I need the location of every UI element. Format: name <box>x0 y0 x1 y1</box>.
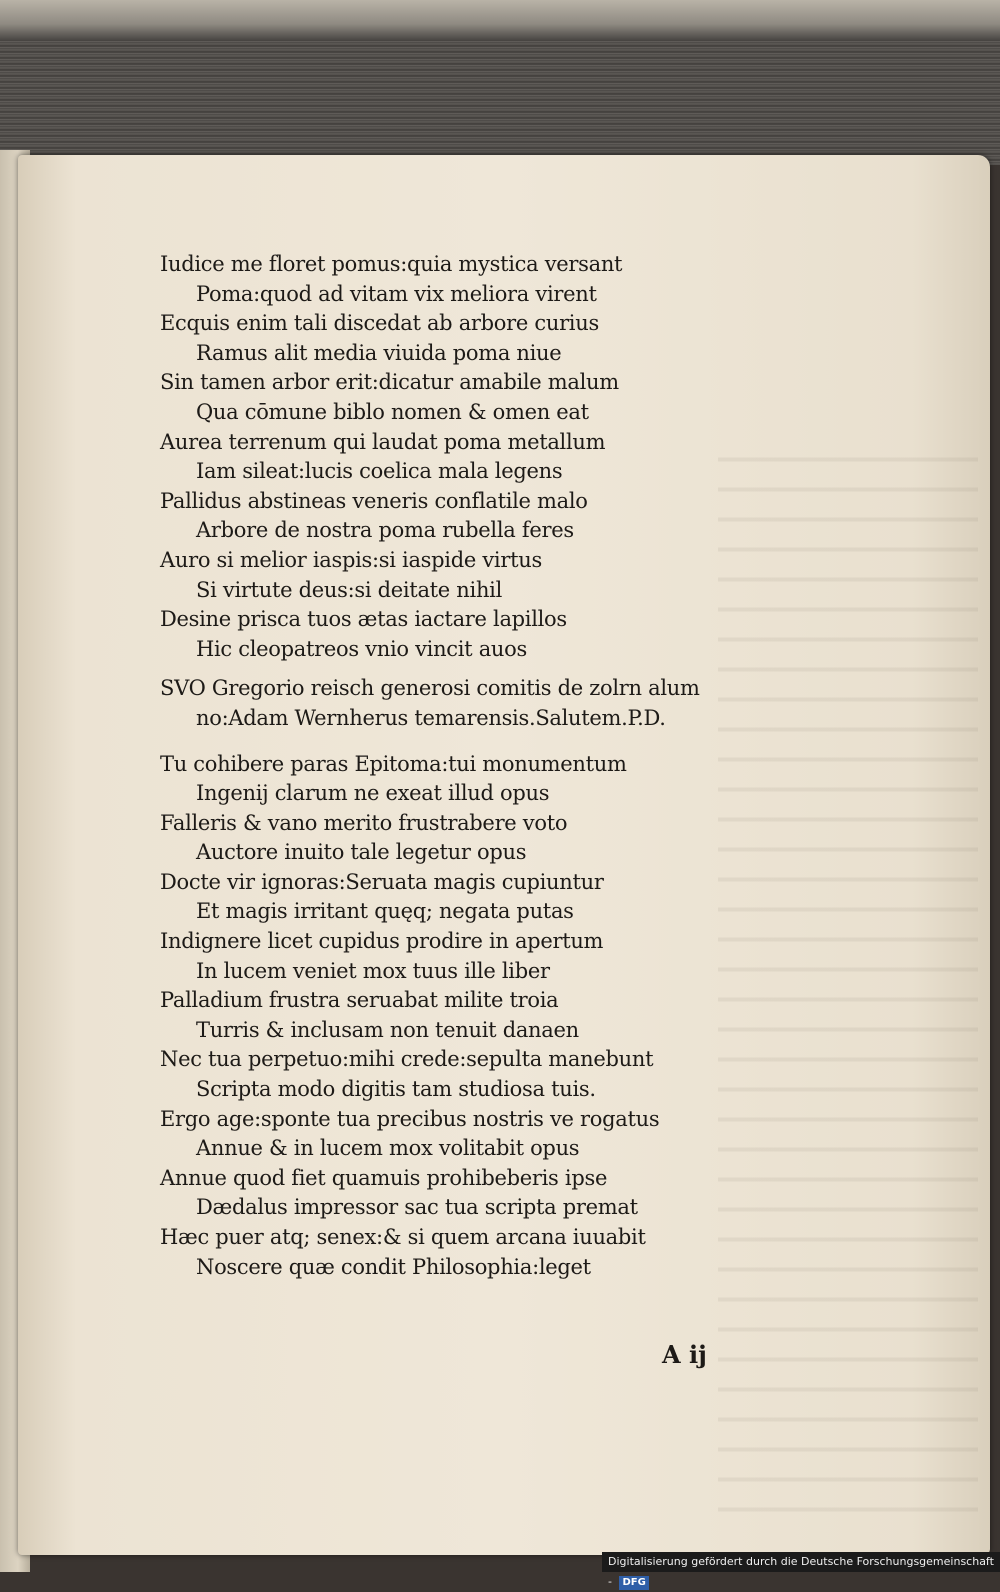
verse-line: In lucem veniet mox tuus ille liber <box>196 958 550 983</box>
verse-line: Nec tua perpetuo:mihi crede:sepulta manebunt <box>160 1047 654 1072</box>
verse-line: Tu cohibere paras Epitoma:tui monumentum <box>160 751 627 776</box>
verse-line: Desine prisca tuos ætas iactare lapillos <box>160 607 567 632</box>
verse-line: Qua cōmune biblo nomen & omen eat <box>196 399 589 424</box>
verse-line: Docte vir ignoras:Seruata magis cupiuntur <box>160 869 604 894</box>
spacer <box>160 734 760 750</box>
verse-line: Dædalus impressor sac tua scripta premat <box>196 1195 638 1220</box>
verse-line: Ramus alit media viuida poma niue <box>196 340 562 365</box>
verse-line: Ecquis enim tali discedat ab arbore curius <box>160 311 599 336</box>
text-block <box>160 250 760 1282</box>
verse-line: Annue quod fiet quamuis prohibeberis ipse <box>160 1165 608 1190</box>
digitization-credit-bar <box>602 1552 1000 1588</box>
verse-line: Auro si melior iaspis:si iaspide virtus <box>160 547 542 572</box>
verse-line: Si virtute deus:si deitate nihil <box>196 577 503 602</box>
verse-line: Turris & inclusam non tenuit danaen <box>196 1017 579 1042</box>
verse-line: Hæc puer atq; senex:& si quem arcana iuuabit <box>160 1225 646 1249</box>
verse-line: Ingenij clarum ne exeat illud opus <box>196 781 550 806</box>
heading-line: SVO Gregorio reisch generosi comitis de zolrn alum <box>160 676 700 701</box>
verse-line: Aurea terrenum qui laudat poma metallum <box>160 429 606 454</box>
verse-line: Hic cleopatreos vnio vincit auos <box>196 636 527 661</box>
verse-line: Poma:quod ad vitam vix meliora virent <box>196 281 597 306</box>
signature-mark: A ij <box>662 1340 707 1369</box>
verse-line: Falleris & vano merito frustrabere voto <box>160 810 568 835</box>
verse-line: Indignere licet cupidus prodire in apertum <box>160 929 604 954</box>
poem-1 <box>160 250 760 664</box>
verse-line: Iam sileat:lucis coelica mala legens <box>196 459 563 484</box>
verse-line: Et magis irritant quęq; negata putas <box>196 899 574 924</box>
verse-line: Pallidus abstineas veneris conflatile malo <box>160 488 588 513</box>
verse-line: Auctore inuito tale legetur opus <box>196 840 527 865</box>
verse-line: Sin tamen arbor erit:dicatur amabile malum <box>160 370 619 395</box>
verse-line: Noscere quæ condit Philosophia:leget <box>196 1254 591 1279</box>
heading-line: no:Adam Wernherus temarensis.Salutem.P.D. <box>196 705 666 730</box>
dedication-heading <box>160 674 760 733</box>
book-edge-top <box>0 0 1000 40</box>
verse-line: Arbore de nostra poma rubella feres <box>196 518 574 543</box>
verse-line: Iudice me floret pomus:quia mystica versant <box>160 252 623 276</box>
verse-line: Palladium frustra seruabat milite troia <box>160 988 559 1013</box>
credit-text: Digitalisierung gefördert durch die Deutsche Forschungsgemeinschaft - <box>608 1555 994 1588</box>
poem-2 <box>160 750 760 1283</box>
verse-line: Scripta modo digitis tam studiosa tuis. <box>196 1077 596 1102</box>
verse-line: Ergo age:sponte tua precibus nostris ve rogatus <box>160 1106 660 1131</box>
verse-line: Annue & in lucem mox volitabit opus <box>196 1136 580 1161</box>
spacer <box>160 664 760 674</box>
dfg-logo: DFG <box>619 1576 648 1590</box>
